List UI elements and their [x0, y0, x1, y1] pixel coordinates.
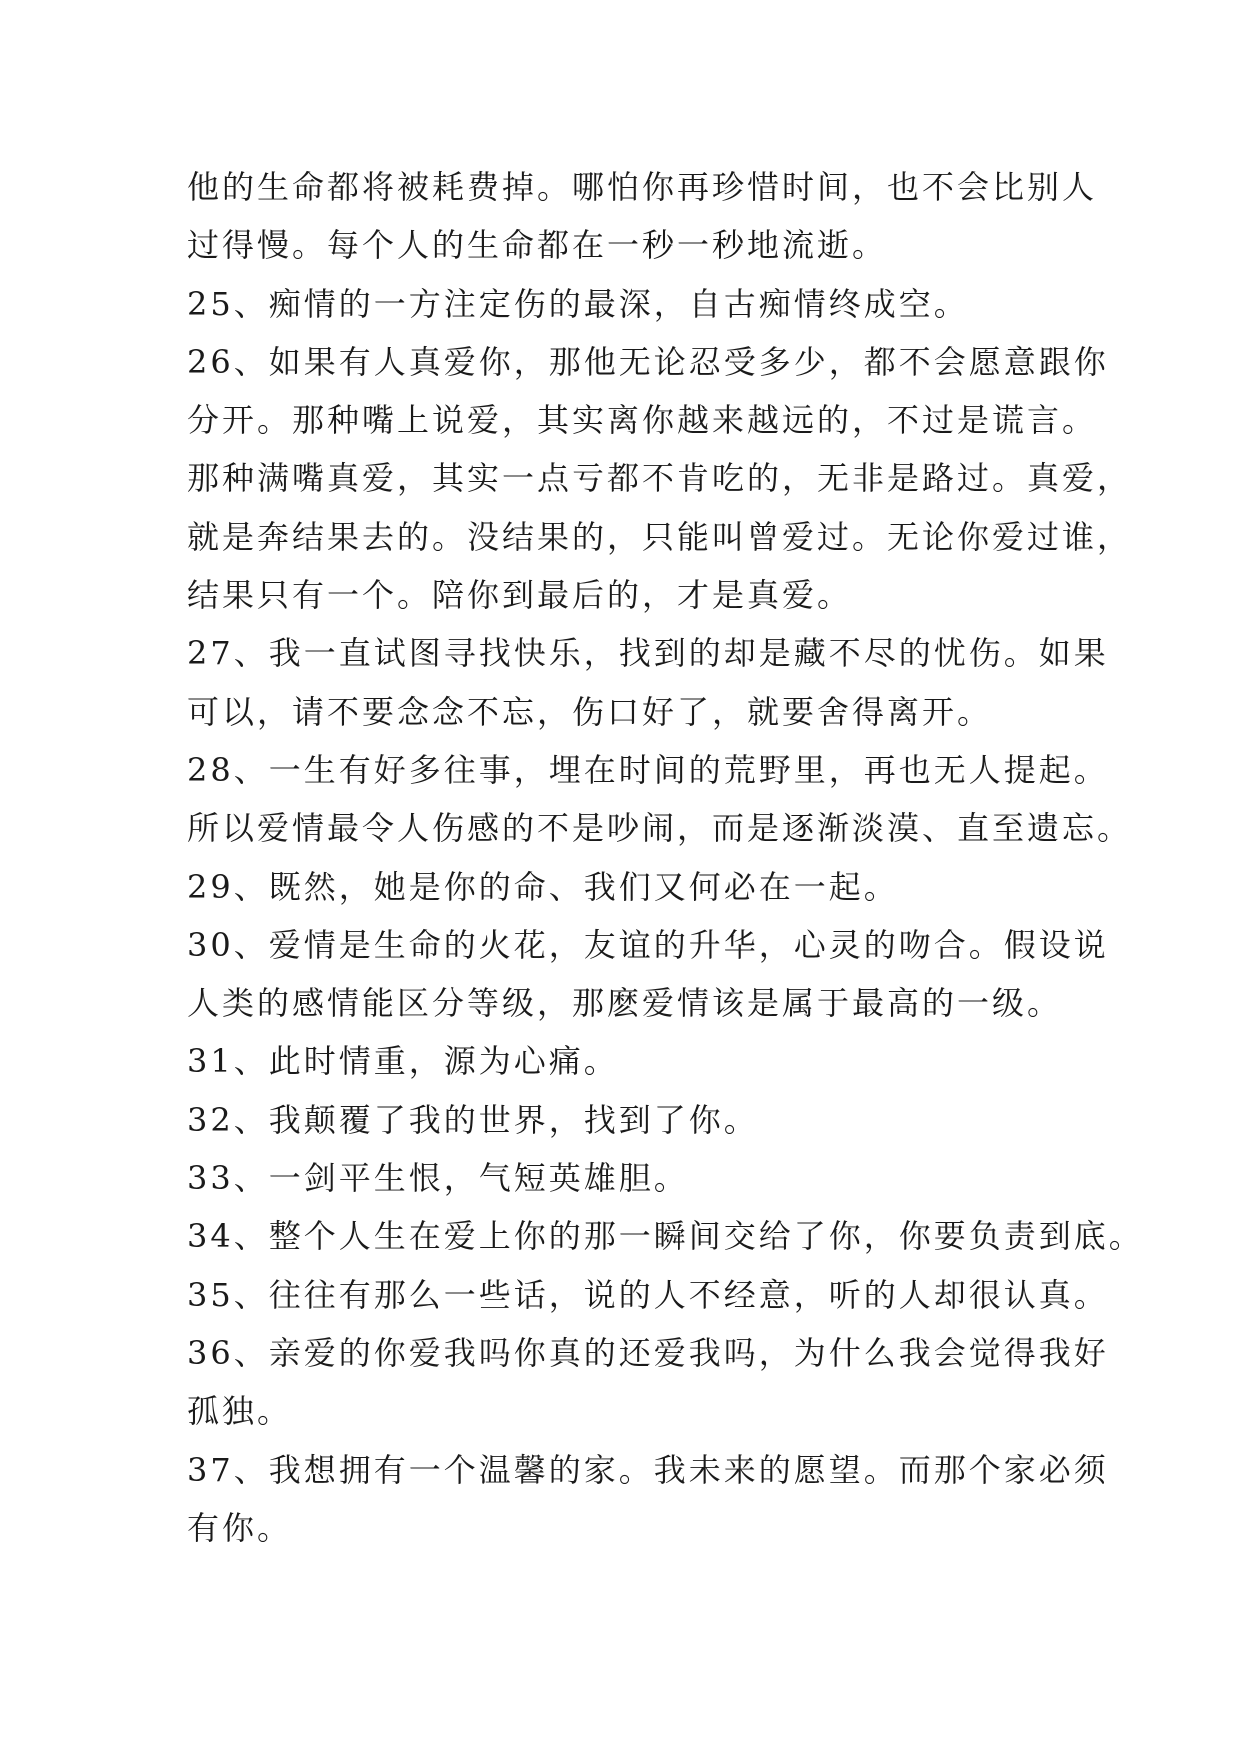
text-line: 31、此时情重，源为心痛。	[187, 1042, 619, 1081]
text-line: 他的生命都将被耗费掉。哪怕你再珍惜时间，也不会比别人	[187, 168, 1098, 206]
text-line: 人类的感情能区分等级，那麽爱情该是属于最高的一级。	[187, 984, 1063, 1023]
text-line: 26、如果有人真爱你，那他无论忍受多少，都不会愿意跟你	[187, 342, 1109, 381]
document-body	[187, 158, 1144, 1557]
text-line: 过得慢。每个人的生命都在一秒一秒地流逝。	[187, 226, 888, 265]
text-line: 可以，请不要念念不忘，伤口好了，就要舍得离开。	[187, 692, 993, 731]
text-line: 36、亲爱的你爱我吗你真的还爱我吗，为什么我会觉得我好	[187, 1333, 1109, 1372]
text-line: 30、爱情是生命的火花，友谊的升华，心灵的吻合。假设说	[187, 925, 1109, 964]
text-line: 分开。那种嘴上说爱，其实离你越来越远的，不过是谎言。	[187, 401, 1098, 440]
text-line: 那种满嘴真爱，其实一点亏都不肯吃的，无非是路过。真爱，	[187, 459, 1133, 498]
text-line: 34、整个人生在爱上你的那一瞬间交给了你，你要负责到底。	[187, 1217, 1144, 1256]
text-line: 32、我颠覆了我的世界，找到了你。	[187, 1100, 759, 1139]
text-line: 37、我想拥有一个温馨的家。我未来的愿望。而那个家必须	[187, 1450, 1109, 1489]
text-line: 所以爱情最令人伤感的不是吵闹，而是逐渐淡漠、直至遗忘。	[187, 809, 1133, 848]
text-line: 结果只有一个。陪你到最后的，才是真爱。	[187, 576, 853, 615]
text-line: 有你。	[187, 1508, 293, 1547]
text-line: 29、既然，她是你的命、我们又何必在一起。	[187, 867, 899, 906]
text-line: 就是奔结果去的。没结果的，只能叫曾爱过。无论你爱过谁，	[187, 517, 1133, 556]
text-line: 孤独。	[187, 1392, 293, 1431]
text-line: 33、一剑平生恨，气短英雄胆。	[187, 1159, 689, 1198]
text-line: 28、一生有好多往事，埋在时间的荒野里，再也无人提起。	[187, 750, 1109, 789]
text-line: 25、痴情的一方注定伤的最深，自古痴情终成空。	[187, 284, 969, 323]
text-line: 27、我一直试图寻找快乐，找到的却是藏不尽的忧伤。如果	[187, 634, 1109, 673]
text-line: 35、往往有那么一些话，说的人不经意，听的人却很认真。	[187, 1275, 1109, 1314]
